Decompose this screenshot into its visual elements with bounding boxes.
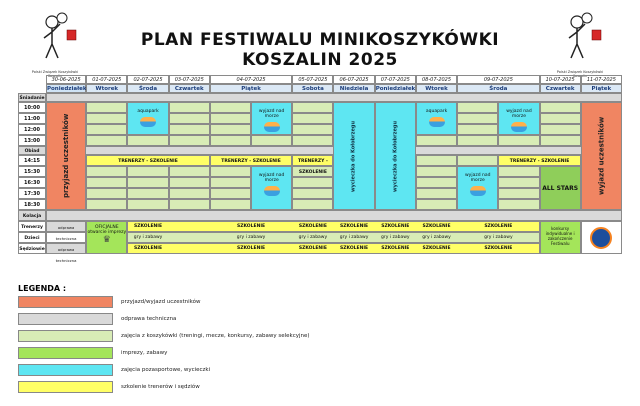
- arrival-block: [46, 102, 86, 210]
- tech-check-coaches: [46, 221, 86, 241]
- legend-item: [18, 347, 418, 359]
- date-label: 09-07-2025: [483, 77, 513, 83]
- time-label: 13:00: [24, 138, 40, 144]
- day-label: Wtorek: [95, 86, 119, 92]
- date-cell-0: [46, 75, 86, 84]
- activity-cell: [169, 135, 210, 146]
- legend-item: [18, 313, 418, 325]
- date-cell-11: [581, 75, 622, 84]
- legend-swatch: [18, 313, 113, 325]
- trip-block: [375, 102, 416, 210]
- row-label-text: Dzieci: [24, 236, 40, 241]
- row-label-text: Trenerzy: [21, 225, 43, 230]
- legend-swatch: [18, 347, 113, 359]
- activity-cell: [416, 177, 457, 188]
- activity-cell: [416, 166, 457, 177]
- closing-block: [540, 221, 581, 254]
- tech-check-label: odprawa techniczna: [55, 225, 77, 241]
- trophy-icon: ♛: [102, 235, 111, 245]
- training-band: [86, 155, 210, 166]
- training-label: SZKOLENIE: [484, 246, 513, 251]
- sea-trip-block: [251, 102, 292, 135]
- activity-cell: [292, 188, 333, 199]
- activity-cell: [86, 199, 127, 210]
- activity-cell: [498, 166, 539, 177]
- activity-cell: [498, 188, 539, 199]
- row-label-kids: [18, 232, 46, 243]
- activity-cell: [127, 177, 168, 188]
- sea-trip-block: [498, 102, 539, 135]
- supper-band: [46, 210, 622, 221]
- activity-cell: [292, 199, 333, 210]
- activity-cell: [127, 135, 168, 146]
- basketball-player-icon: [555, 6, 605, 66]
- date-label: 05-07-2025: [298, 77, 328, 83]
- legend-label: szkolenie trenerów i sędziów: [121, 384, 200, 390]
- activity-cell: [292, 124, 333, 135]
- event-label: wyjazd nad morze: [506, 109, 532, 119]
- legend-swatch: [18, 364, 113, 376]
- activity-cell: [416, 135, 457, 146]
- date-cell-1: [86, 75, 127, 84]
- closing-text: konkursy indywidualne i zakończenie Festiwalu: [545, 226, 575, 246]
- beach-icon: [470, 186, 486, 196]
- activity-cell: [169, 177, 210, 188]
- activity-cell: [210, 102, 251, 113]
- activity-cell: [457, 102, 498, 113]
- training-label: SZKOLENIE: [237, 246, 266, 251]
- date-label: 07-07-2025: [380, 77, 410, 83]
- allstars-text: ALL STARS: [542, 185, 579, 192]
- training-band: [498, 155, 580, 166]
- training-label: SZKOLENIE: [298, 224, 327, 229]
- trip-text: wycieczka do Kołobrzegu: [351, 120, 358, 192]
- activity-cell: [292, 102, 333, 113]
- activity-cell: [210, 199, 251, 210]
- activity-cell: [127, 188, 168, 199]
- event-label: aquapark: [425, 109, 448, 114]
- activity-cell: [540, 135, 581, 146]
- basketball-player-icon: [30, 6, 80, 66]
- time-label: 17:30: [24, 191, 40, 197]
- date-cell-2: [127, 75, 168, 84]
- activity-cell: [169, 199, 210, 210]
- trip-block: [333, 102, 374, 210]
- aquapark-block: [127, 102, 168, 135]
- date-cell-5: [292, 75, 333, 84]
- legend-swatch: [18, 296, 113, 308]
- date-label: 06-07-2025: [339, 77, 369, 83]
- training-band: [292, 155, 333, 175]
- activity-cell: [210, 113, 251, 124]
- activity-cell: [498, 135, 539, 146]
- games-label: gry i zabawy: [422, 235, 451, 240]
- date-cell-8: [416, 75, 457, 84]
- legend-item: [18, 381, 418, 393]
- date-label: 01-07-2025: [92, 77, 122, 83]
- row-label-dinner: [18, 146, 46, 155]
- activity-cell: [127, 199, 168, 210]
- legend-label: imprezy, zabawy: [121, 350, 168, 356]
- page-title: PLAN FESTIWALU MINIKOSZYKÓWKI KOSZALIN 2025: [140, 30, 500, 70]
- kids-blank: [46, 232, 86, 243]
- sea-trip-block: [251, 166, 292, 210]
- activity-cell: [86, 188, 127, 199]
- time-cell-5: [18, 166, 46, 177]
- training-label: TRENERZY - SZKOLENIE: [221, 159, 281, 164]
- date-cell-7: [375, 75, 416, 84]
- day-cell-6: [333, 84, 374, 93]
- activity-cell: [169, 166, 210, 177]
- day-label: Poniedziałek: [375, 86, 416, 92]
- activity-cell: [498, 177, 539, 188]
- time-label: 12:00: [24, 127, 40, 133]
- activity-cell: [210, 124, 251, 135]
- activity-cell: [540, 102, 581, 113]
- day-cell-9: [457, 84, 539, 93]
- aquapark-block: [416, 102, 457, 135]
- activity-cell: [498, 199, 539, 210]
- legend-swatch: [18, 381, 113, 393]
- training-label: SZKOLENIE: [340, 246, 369, 251]
- day-label: Sobota: [301, 86, 324, 92]
- day-label: Środa: [489, 86, 508, 92]
- training-label: SZKOLENIE: [340, 224, 369, 229]
- activity-cell: [169, 188, 210, 199]
- beach-icon: [511, 122, 527, 132]
- tech-check-label: odprawa techniczna: [55, 247, 77, 263]
- activity-cell: [251, 135, 292, 146]
- activity-cell: [540, 124, 581, 135]
- training-label: SZKOLENIE: [422, 246, 451, 251]
- time-cell-2: [18, 124, 46, 135]
- games-label: gry i zabawy: [381, 235, 410, 240]
- training-label: SZKOLENIE: [381, 224, 410, 229]
- logo-left: Polski Związek Koszykówki Koszalin: [30, 6, 80, 78]
- beach-icon: [140, 117, 156, 127]
- time-label: 15:30: [24, 169, 40, 175]
- activity-cell: [86, 124, 127, 135]
- time-label: 10:00: [24, 105, 40, 111]
- dinner-label: Obiad: [24, 149, 40, 154]
- departure-block: [581, 102, 622, 210]
- activity-cell: [292, 135, 333, 146]
- games-label: gry i zabawy: [298, 235, 328, 240]
- day-cell-1: [86, 84, 127, 93]
- activity-cell: [86, 135, 127, 146]
- activity-cell: [127, 166, 168, 177]
- legend-label: odprawa techniczna: [121, 316, 177, 322]
- date-label: 10-07-2025: [545, 77, 575, 83]
- activity-cell: [210, 188, 251, 199]
- legend-label: zajęcia z koszykówki (treningi, mecze, konkursy, zabawy selekcyjne): [121, 333, 310, 339]
- tech-check-referees: [46, 243, 86, 263]
- breakfast-band: [46, 93, 622, 102]
- time-label: 11:00: [24, 116, 40, 122]
- training-label: SZKOLENIE: [381, 246, 410, 251]
- event-label: wyjazd nad morze: [465, 173, 491, 183]
- training-label: TRENERZY - SZKOLENIE: [118, 159, 178, 164]
- training-label: SZKOLENIE: [422, 224, 451, 229]
- day-cell-3: [169, 84, 210, 93]
- time-cell-7: [18, 188, 46, 199]
- training-label: TRENERZY - SZKOLENIE: [509, 159, 570, 164]
- day-cell-11: [581, 84, 622, 93]
- legend-label: przyjazd/wyjazd uczestników: [121, 299, 201, 305]
- games-label: gry i zabawy: [133, 235, 163, 240]
- time-label: 16:30: [24, 180, 40, 186]
- activity-cell: [292, 177, 333, 188]
- legend-label: zajęcia pozasportowe, wycieczki: [121, 367, 211, 373]
- activity-cell: [210, 166, 251, 177]
- day-label: Poniedziałek: [47, 86, 87, 92]
- day-label: Wtorek: [425, 86, 448, 92]
- games-label: gry i zabawy: [236, 235, 266, 240]
- row-label-text: Sędziowie: [19, 247, 45, 252]
- legend-item: [18, 330, 418, 342]
- row-label-referees: [18, 243, 46, 254]
- activity-cell: [210, 135, 251, 146]
- date-cell-3: [169, 75, 210, 84]
- opening-block: [86, 221, 127, 254]
- event-label: aquapark: [137, 109, 159, 114]
- date-label: 02-07-2025: [133, 77, 163, 83]
- legend-item: [18, 364, 418, 376]
- breakfast-label: Śniadanie: [19, 96, 45, 101]
- row-label-supper: [18, 210, 46, 221]
- day-label: Niedziela: [339, 86, 369, 92]
- activity-cell: [169, 102, 210, 113]
- badge-block: [581, 221, 622, 254]
- day-cell-4: [210, 84, 292, 93]
- event-label: wyjazd nad morze: [258, 109, 285, 119]
- time-cell-8: [18, 199, 46, 210]
- date-cell-10: [540, 75, 581, 84]
- beach-icon: [429, 117, 445, 127]
- day-label: Czwartek: [545, 86, 575, 92]
- day-cell-5: [292, 84, 333, 93]
- date-label: 30-06-2025: [51, 77, 81, 83]
- training-band: [210, 155, 292, 166]
- time-cell-6: [18, 177, 46, 188]
- training-label: SZKOLENIE: [484, 224, 513, 229]
- basketball-badge-icon: [590, 227, 612, 249]
- time-cell-3: [18, 135, 46, 146]
- trip-text: wycieczka do Kołobrzegu: [392, 120, 399, 192]
- training-label: SZKOLENIE: [298, 246, 327, 251]
- training-label: SZKOLENIE: [133, 224, 163, 229]
- activity-cell: [292, 113, 333, 124]
- day-cell-2: [127, 84, 168, 93]
- time-label: 18:30: [24, 202, 40, 208]
- activity-cell: [86, 102, 127, 113]
- day-label: Czwartek: [174, 86, 204, 92]
- departure-text: wyjazd uczestników: [597, 116, 606, 196]
- games-label: gry i zabawy: [339, 235, 369, 240]
- beach-icon: [264, 122, 280, 132]
- activity-cell: [169, 124, 210, 135]
- games-label: gry i zabawy: [484, 235, 513, 240]
- legend-item: [18, 296, 418, 308]
- day-cell-7: [375, 84, 416, 93]
- activity-cell: [540, 113, 581, 124]
- activity-cell: [86, 113, 127, 124]
- sea-trip-block: [457, 166, 498, 210]
- date-label: 11-07-2025: [586, 77, 616, 83]
- training-label: SZKOLENIE: [237, 224, 266, 229]
- activity-cell: [86, 166, 127, 177]
- activity-cell: [457, 155, 498, 166]
- date-label: 08-07-2025: [421, 77, 452, 83]
- activity-cell: [416, 199, 457, 210]
- allstars-block: [540, 166, 581, 210]
- time-cell-4: [18, 155, 46, 166]
- row-label-coaches: [18, 221, 46, 232]
- activity-cell: [457, 135, 498, 146]
- date-cell-6: [333, 75, 374, 84]
- day-cell-10: [540, 84, 581, 93]
- day-label: Piątek: [591, 86, 612, 92]
- beach-icon: [264, 186, 280, 196]
- activity-cell: [416, 188, 457, 199]
- activity-cell: [169, 113, 210, 124]
- day-cell-0: [46, 84, 86, 93]
- row-label-breakfast: [18, 93, 46, 102]
- activity-cell: [416, 155, 457, 166]
- time-label: 14:15: [24, 158, 40, 164]
- training-label: SZKOLENIE: [133, 246, 163, 251]
- time-cell-0: [18, 102, 46, 113]
- schedule-grid: [18, 75, 622, 265]
- event-label: wyjazd nad morze: [258, 173, 285, 183]
- day-label: Piątek: [241, 86, 261, 92]
- time-cell-1: [18, 113, 46, 124]
- date-label: 03-07-2025: [174, 77, 204, 83]
- activity-cell: [86, 177, 127, 188]
- date-label: 04-07-2025: [236, 77, 266, 83]
- arrival-text: przyjazd uczestników: [62, 113, 71, 199]
- legend-title: LEGENDA :: [18, 284, 67, 293]
- date-cell-4: [210, 75, 292, 84]
- activity-cell: [210, 177, 251, 188]
- date-cell-9: [457, 75, 539, 84]
- opening-text: OFICJALNE otwarcie imprezy: [87, 225, 127, 235]
- supper-label: Kolacja: [22, 214, 42, 219]
- legend-swatch: [18, 330, 113, 342]
- day-cell-8: [416, 84, 457, 93]
- activity-cell: [457, 124, 498, 135]
- activity-cell: [457, 113, 498, 124]
- training-label: TRENERZY - SZKOLENIE: [297, 159, 328, 175]
- logo-right: Polski Związek Koszykówki Koszalin: [555, 6, 605, 78]
- day-label: Środa: [138, 86, 158, 92]
